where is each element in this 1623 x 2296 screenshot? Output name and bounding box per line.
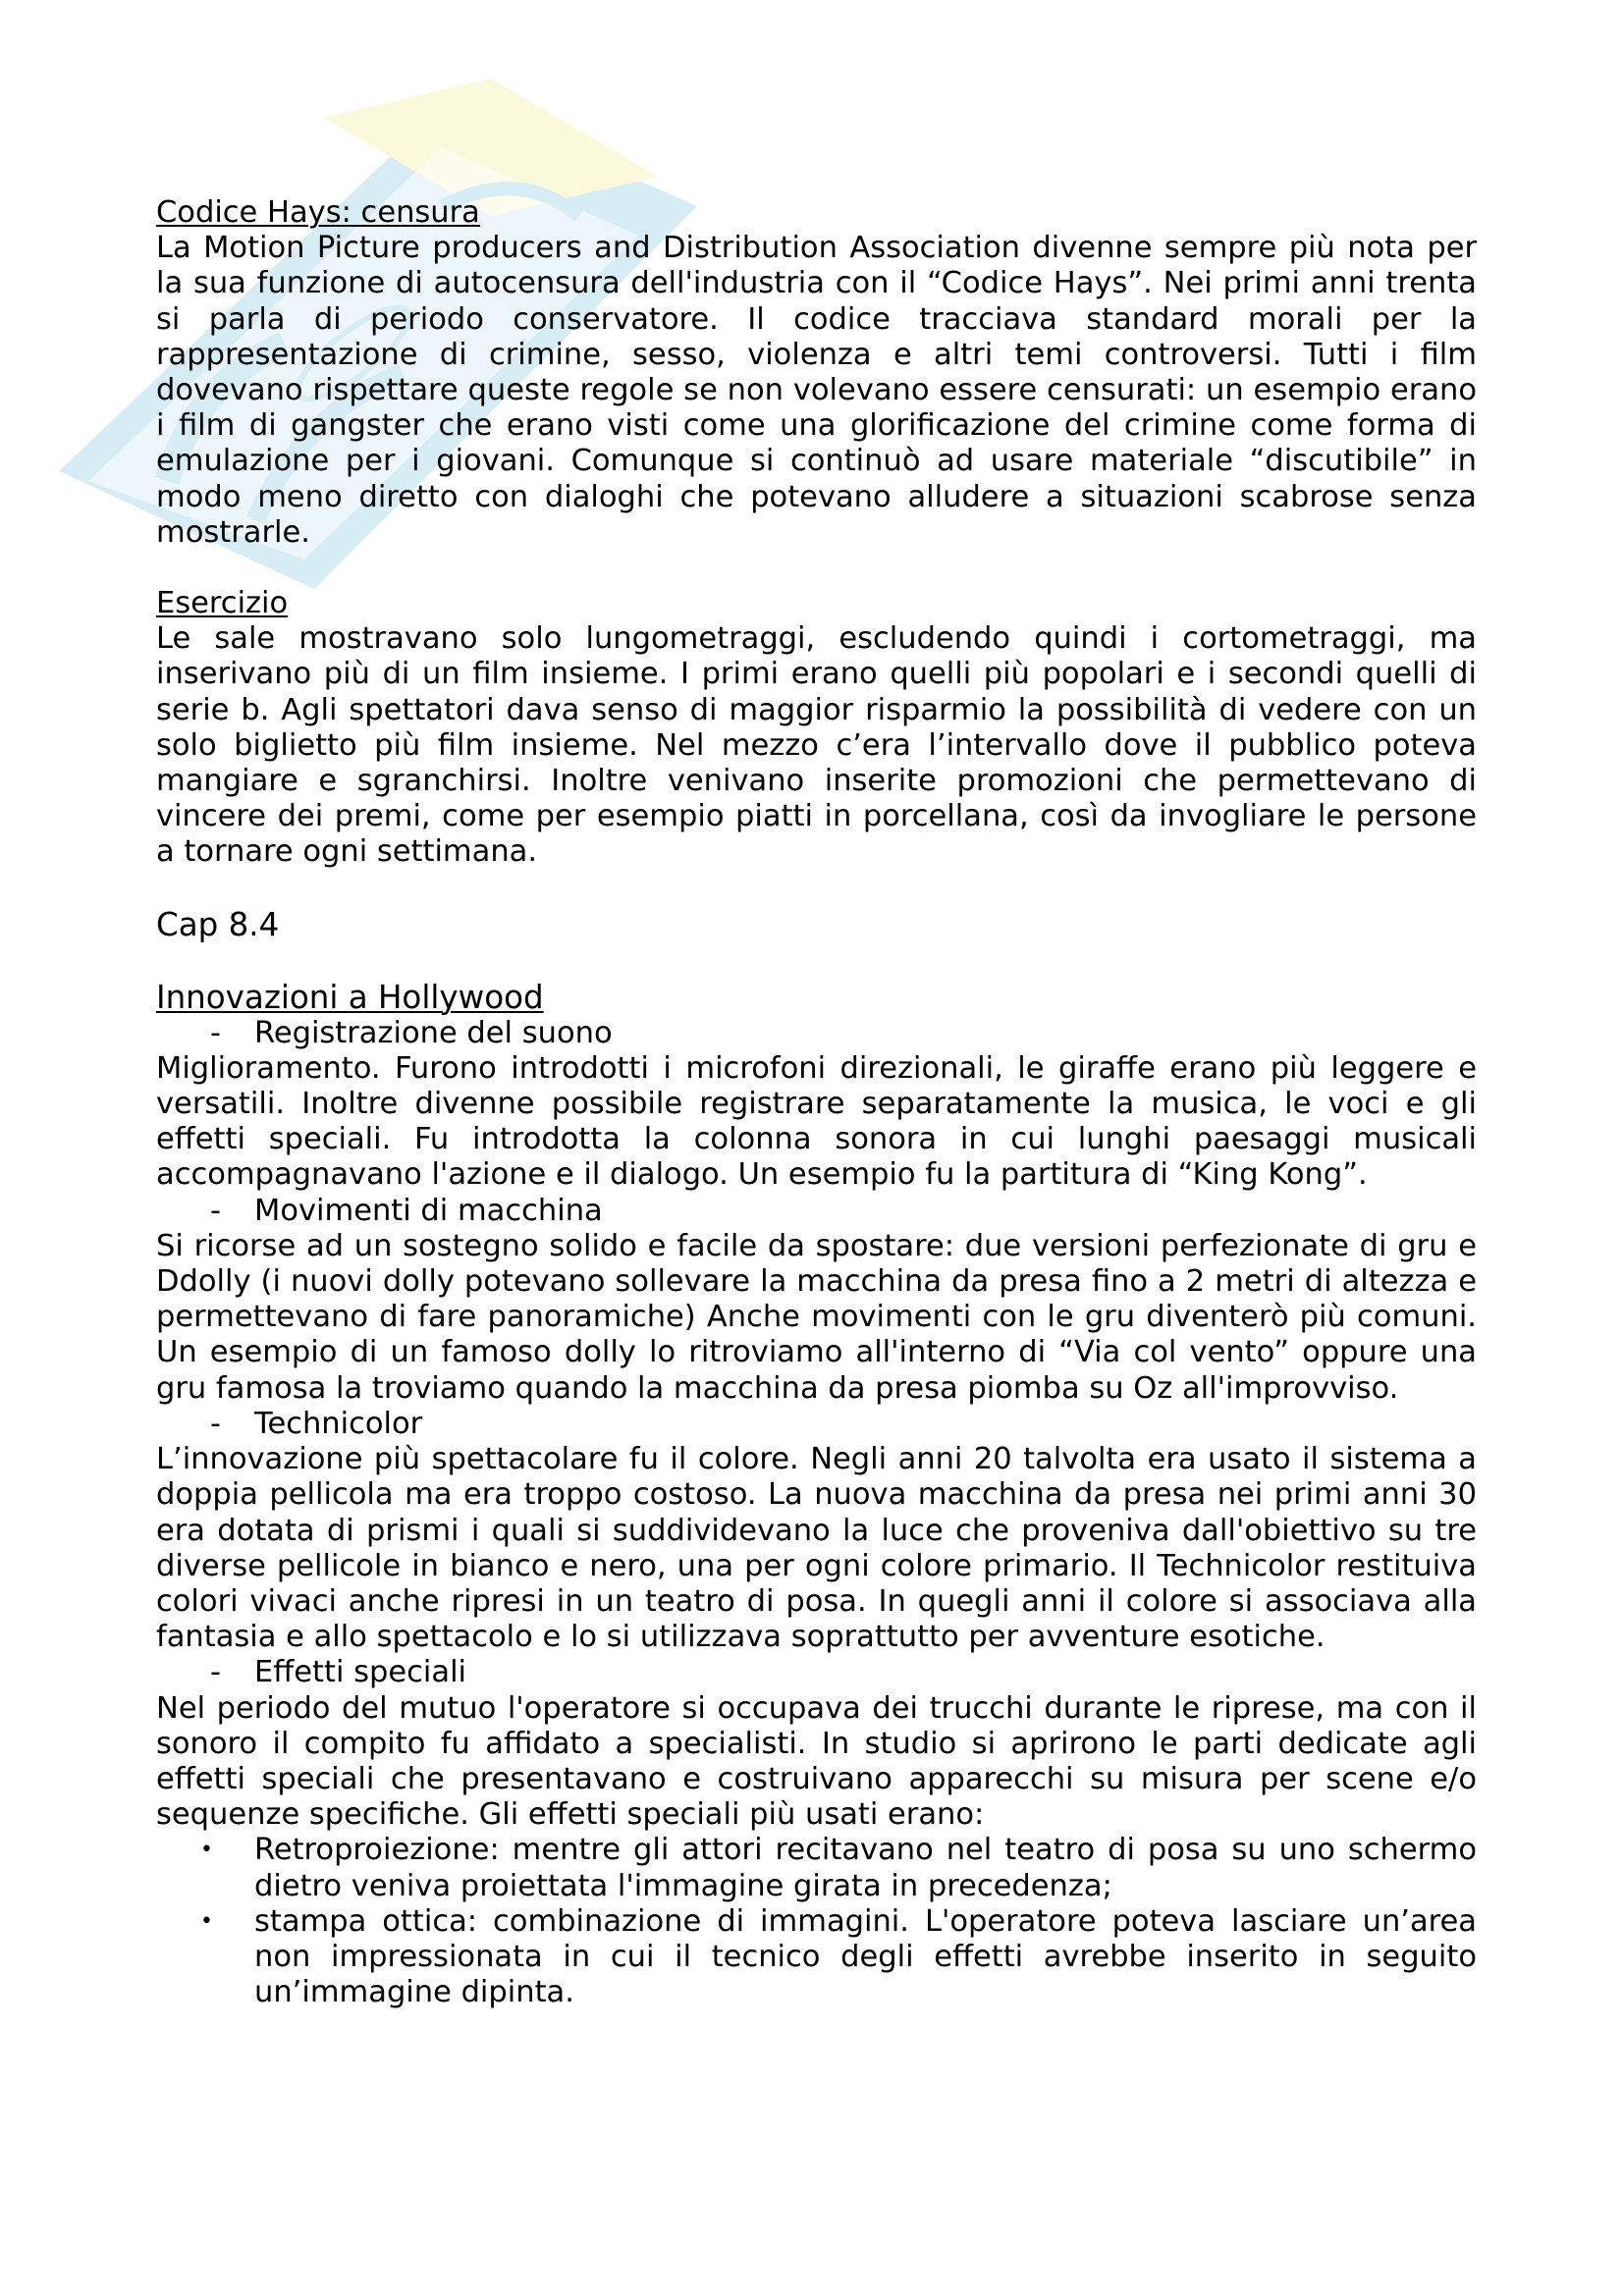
list-item-text: stampa ottica: combinazione di immagini. L'operatore poteva lasciare un’area non impressionata in cui il tecnico degli effetti avrebbe inserito in seguito un’immagine dipinta. — [254, 1903, 1477, 2010]
section-body-esercizio: Le sale mostravano solo lungometraggi, escludendo quindi i cortometraggi, ma inserivano più di un film insieme. I primi erano quelli più popolari e i secondi quelli di serie b. Agli spettatori dava senso di maggior risparmio la possibilità di vedere con un solo biglietto più film insieme. Nel mezzo c’era l’intervallo dove il pubblico poteva mangiare e sgranchirsi. Inoltre venivano inserite promozioni che permettevano di vincere dei premi, come per esempio piatti in porcellana, così da invogliare le persone a tornare ogni settimana. — [156, 621, 1477, 870]
document-content — [156, 195, 1477, 2010]
subsection-body-movimenti: Si ricorse ad un sostegno solido e facile da spostare: due versioni perfezionate di gru e Ddolly (i nuovi dolly potevano sollevare la macchina da presa fino a 2 metri di altezza e permettevano di fare panoramiche) Anche movimenti con le gru diventerò più comuni. Un esempio di un famoso dolly lo ritroviamo all'interno di “Via col vento” oppure una gru famosa la troviamo quando la macchina da presa piomba su Oz all'improvviso. — [156, 1228, 1477, 1406]
subheading-label: Registrazione del suono — [254, 1015, 613, 1050]
effects-list — [156, 1833, 1477, 2010]
dash-marker: - — [210, 1406, 222, 1441]
subheading-movimenti — [156, 1194, 1477, 1229]
subheading-technicolor — [156, 1407, 1477, 1442]
subheading-label: Technicolor — [254, 1406, 423, 1441]
section-body-codice-hays: La Motion Picture producers and Distribution Association divenne sempre più nota per la sua funzione di autocensura dell'industria con il “Codice Hays”. Nei primi anni trenta si parla di periodo conservatore. Il codice tracciava standard morali per la rappresentazione di crimine, sesso, violenza e altri temi controversi. Tutti i film dovevano rispettare queste regole se non volevano essere censurati: un esempio erano i film di gangster che erano visti come una glorificazione del crimine come forma di emulazione per i giovani. Comunque si continuò ad usare materiale “discutibile” in modo meno diretto con dialoghi che potevano alludere a situazioni scabrose senza mostrarle. — [156, 231, 1477, 550]
subheading-label: Effetti speciali — [254, 1655, 467, 1690]
list-item — [156, 1904, 1477, 2011]
dash-marker: - — [210, 1655, 222, 1690]
subheading-effetti — [156, 1655, 1477, 1690]
subsection-body-effetti: Nel periodo del mutuo l'operatore si occupava dei trucchi durante le riprese, ma con il sonoro il compito fu affidato a specialisti. In studio si aprirono le parti dedicate agli effetti speciali che presentavano e costruivano apparecchi su misura per scene e/o sequenze specifiche. Gli effetti speciali più usati erano: — [156, 1690, 1477, 1833]
list-item — [156, 1833, 1477, 1903]
section-title-innovazioni: Innovazioni a Hollywood — [156, 978, 544, 1016]
chapter-heading: Cap 8.4 — [156, 905, 280, 943]
dash-marker: - — [210, 1193, 222, 1228]
subheading-label: Movimenti di macchina — [254, 1193, 603, 1228]
section-title-codice-hays: Codice Hays: censura — [156, 195, 480, 230]
subsection-body-technicolor: L’innovazione più spettacolare fu il colore. Negli anni 20 talvolta era usato il sistema a doppia pellicola ma era troppo costoso. La nuova macchina da presa nei primi anni 30 era dotata di prismi i quali si suddividevano la luce che proveniva dall'obiettivo su tre diverse pellicole in bianco e nero, una per ogni colore primario. Il Technicolor restituiva colori vivaci anche ripresi in un teatro di posa. In quegli anni il colore si associava alla fantasia e allo spettacolo e lo si utilizzava soprattutto per avventure esotiche. — [156, 1442, 1477, 1655]
spacer — [156, 551, 1477, 586]
dash-marker: - — [210, 1015, 222, 1050]
subheading-registrazione — [156, 1016, 1477, 1051]
list-item-text: Retroproiezione: mentre gli attori recitavano nel teatro di posa su uno schermo dietro veniva proiettata l'immagine girata in precedenza; — [254, 1833, 1477, 1903]
bullet-icon: • — [200, 1838, 213, 1863]
spacer — [156, 943, 1477, 979]
bullet-icon: • — [200, 1908, 213, 1934]
spacer — [156, 871, 1477, 906]
section-title-esercizio: Esercizio — [156, 586, 289, 621]
subsection-body-registrazione: Miglioramento. Furono introdotti i microfoni direzionali, le giraffe erano più leggere e versatili. Inoltre divenne possibile registrare separatamente la musica, le voci e gli effetti speciali. Fu introdotta la colonna sonora in cui lunghi paesaggi musicali accompagnavano l'azione e il dialogo. Un esempio fu la partitura di “King Kong”. — [156, 1050, 1477, 1193]
